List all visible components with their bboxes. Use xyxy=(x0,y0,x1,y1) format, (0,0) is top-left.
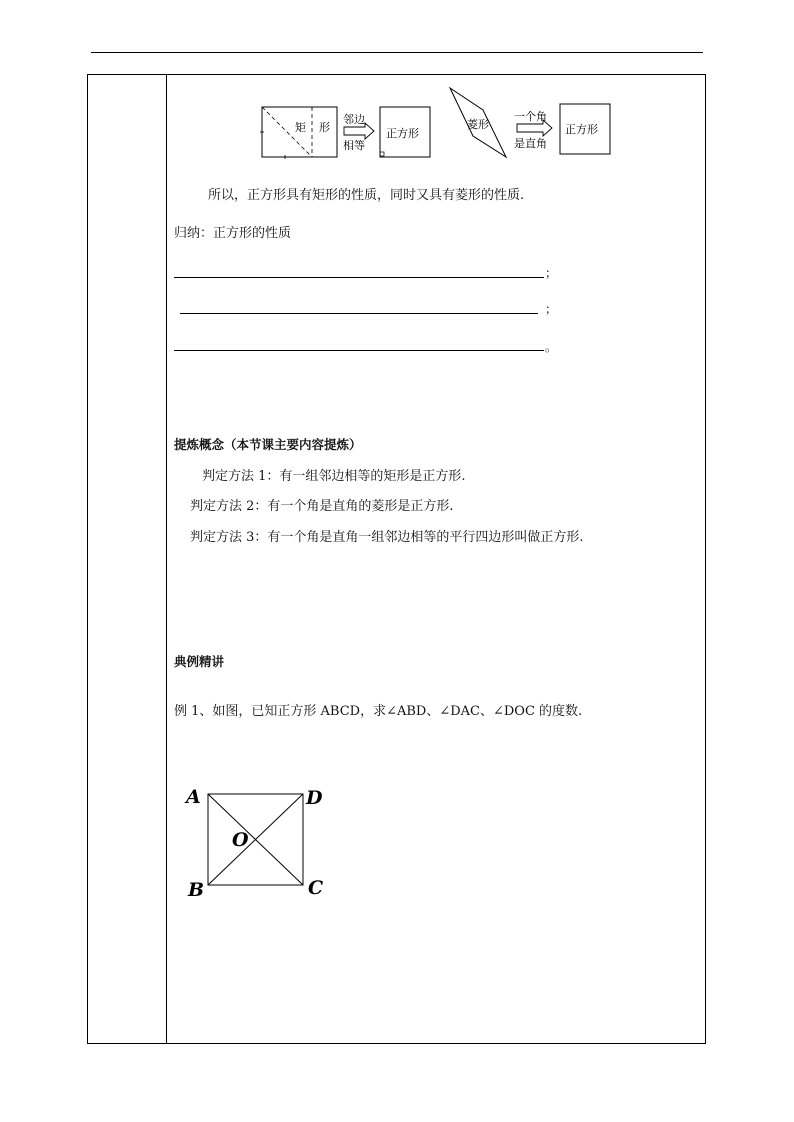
table-column-divider xyxy=(166,74,167,1044)
blank-ending-1: ； xyxy=(545,266,558,280)
fill-in-blank-line-1 xyxy=(174,277,544,278)
conclusion-text: 所以，正方形具有矩形的性质，同时又具有菱形的性质. xyxy=(208,188,525,203)
point-label-b: B xyxy=(188,879,205,901)
arrow1-text-top: 邻边 xyxy=(343,113,365,126)
fill-in-blank-line-3 xyxy=(174,350,544,351)
method-2: 判定方法 2：有一个角是直角的菱形是正方形. xyxy=(190,499,454,514)
arrow1-text-bottom: 相等 xyxy=(343,139,365,152)
point-label-o: O xyxy=(232,829,249,851)
table-frame xyxy=(87,74,706,1044)
square-label-1: 正方形 xyxy=(386,127,419,140)
concept-heading: 提炼概念（本节课主要内容提炼） xyxy=(174,437,362,452)
rectangle-label-2: 形 xyxy=(319,121,330,134)
method-3: 判定方法 3：有一个角是直角一组邻边相等的平行四边形叫做正方形. xyxy=(190,530,584,545)
method-1: 判定方法 1：有一组邻边相等的矩形是正方形. xyxy=(202,469,466,484)
header-rule xyxy=(91,52,703,53)
arrow2-text-bottom: 是直角 xyxy=(514,137,547,150)
rectangle-label-1: 矩 xyxy=(295,121,306,134)
square-abcd-figure xyxy=(182,782,332,902)
fill-in-blank-line-2 xyxy=(180,313,538,314)
rhombus-label: 菱形 xyxy=(467,118,489,131)
summary-heading: 归纳：正方形的性质 xyxy=(174,226,292,241)
point-label-a: A xyxy=(186,786,201,808)
point-label-d: D xyxy=(306,787,323,809)
arrow2-text-top: 一个角 xyxy=(514,110,547,123)
example-1-text: 例 1、如图，已知正方形 ABCD，求∠ABD、∠DAC、∠DOC 的度数. xyxy=(174,704,583,719)
square-label-2: 正方形 xyxy=(565,123,598,136)
square-properties-figure xyxy=(255,86,615,166)
point-label-c: C xyxy=(308,877,324,899)
blank-ending-3: 。 xyxy=(545,340,558,354)
blank-ending-2: ； xyxy=(545,302,558,316)
example-heading: 典例精讲 xyxy=(174,654,225,669)
